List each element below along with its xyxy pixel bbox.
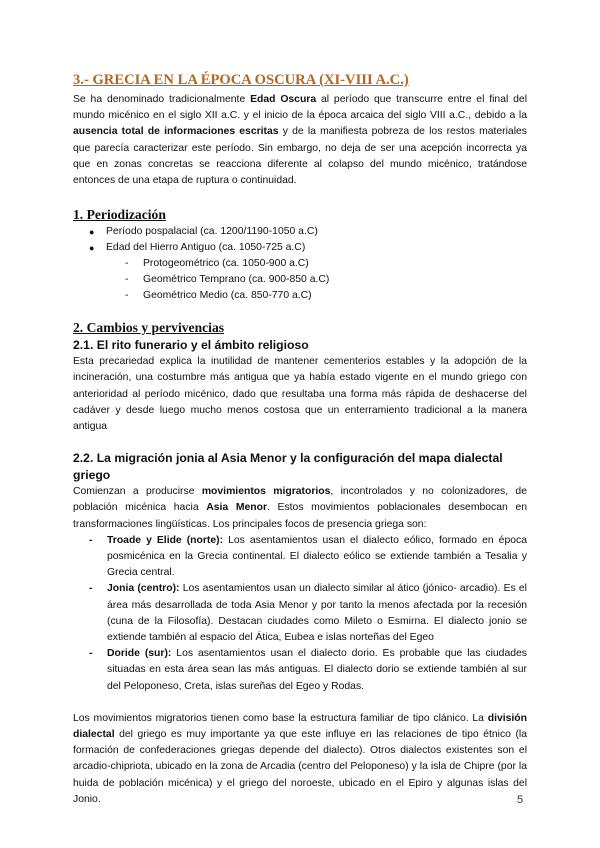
subsection-heading-rito: 2.1. El rito funerario y el ámbito religioso	[73, 338, 309, 353]
periodization-list	[73, 224, 527, 256]
periodization-subitem-label: Geométrico Medio (ca. 850-770 a.C)	[143, 290, 312, 302]
bullet-icon: ●	[89, 243, 95, 254]
section-heading-periodizacion: 1. Periodización	[73, 207, 166, 223]
periodization-subitem	[73, 256, 527, 272]
migracion-paragraph	[73, 484, 527, 533]
intro-text-2: al período que transcurre entre el final del mundo micénico en el siglo XII a.C. y el inicio de la época arcaica del siglo VIII a.C., debido a la	[73, 94, 528, 122]
periodization-subitem-label: Protogeométrico (ca. 1050-900 a.C)	[143, 258, 309, 270]
closing-bold-division: división dialectal	[73, 712, 527, 741]
intro-bold-ausencia: ausencia total de informaciones escritas	[73, 126, 279, 138]
intro-text-3: y de la manifiesta pobreza de los restos materiales que parecía caracterizar este período. Sin embargo, no deja de ser una acepción incorrecta ya que en zonas concretas se reacciona diferente al colapso del mundo micénico, tratándose entonces de una etapa de ruptura o continuidad.	[73, 126, 527, 187]
region-label: Doride (sur):	[107, 648, 172, 660]
periodization-subitem	[73, 272, 527, 288]
document-page	[73, 70, 527, 808]
region-label: Jonia (centro):	[107, 583, 180, 595]
intro-bold-edad-oscura: Edad Oscura	[250, 94, 317, 105]
subsection-heading-migracion: 2.2. La migración jonia al Asia Menor y la configuración del mapa dialectal griego	[73, 451, 503, 483]
region-item-troade	[73, 533, 527, 582]
dash-icon: -	[89, 583, 93, 595]
periodization-subitem-label: Geométrico Temprano (ca. 900-850 a.C)	[143, 274, 330, 286]
region-text: Los asentamientos usan el dialecto eólico, formado en época posmicénica en la Grecia continental. El dialecto eólico se extiende también a Tesalia y Grecia central.	[107, 534, 527, 579]
migracion-text-1: Comienzan a producirse	[73, 486, 202, 498]
closing-text-1: Los movimientos migratorios tienen como base la estructura familiar de tipo clánico. La	[73, 712, 488, 724]
periodization-subitem	[73, 288, 527, 304]
region-item-jonia	[73, 581, 527, 646]
intro-text-1: Se ha denominado tradicionalmente	[73, 94, 251, 105]
dash-icon: -	[125, 258, 129, 270]
regions-list	[73, 533, 527, 695]
region-label: Troade y Elide (norte):	[107, 534, 224, 546]
rito-paragraph: Esta precariedad explica la inutilidad de mantener cementerios estables y la adopción de la incineración, una costumbre más antigua que ya había estado vigente en el mundo griego con anterioridad al período micénico, dado que resultaba una forma más rápida de deshacerse del cadáver y desde luego mucho menos costosa que un enterramiento tradicional a la manera antigua	[73, 356, 527, 433]
dash-icon: -	[89, 648, 93, 660]
periodization-item-label: Edad del Hierro Antiguo (ca. 1050-725 a.C)	[106, 242, 306, 254]
region-text: Los asentamientos usan el dialecto dorio. Es probable que las ciudades situadas en esta área sean las más antiguas. El dialecto dorio se extiende también al sur del Peloponeso, Creta, islas sureñas del Egeo y Rodas.	[107, 648, 527, 692]
page-number: 5	[517, 794, 524, 806]
dash-icon: -	[125, 290, 129, 302]
section-heading-cambios: 2. Cambios y pervivencias	[73, 320, 225, 336]
region-item-doride	[73, 646, 527, 695]
closing-text-2: del griego es muy importante ya que este influye en las relaciones de tipo étnico (la formación de confederaciones griegas depende del dialecto). Otros dialectos existentes son el arcadio-chipriota, ubicado en la zona de Arcadia (centro del Peloponeso) y la isla de Chipre (por la huida de población micénica) y el griego del noroeste, ubicado en el Epiro y algunas islas del Jonio.	[73, 729, 527, 805]
region-text: Los asentamientos usan un dialecto similar al ático (jónico- arcadio). Es el área más desarrollada de toda Asia Menor y por tanto la menos afectada por la recesión (cuna de la Filosofía). Destacan ciudades como Mileto o Esmirna. El dialecto jonio se extiende también al espacio del Ática, Eubea e islas norteñas del Egeo	[107, 583, 527, 644]
migracion-text-2: , incontrolados y no colonizadores, de población micénica hacia	[73, 486, 527, 514]
migracion-bold-asia-menor: Asia Menor	[206, 502, 268, 514]
dash-icon: -	[125, 274, 129, 286]
migracion-text-3: . Estos movimientos poblacionales desembocan en transformaciones lingüísticas. Los principales focos de presencia griega son:	[73, 502, 527, 530]
periodization-sublist	[73, 256, 527, 304]
page-title: 3.- GRECIA EN LA ÉPOCA OSCURA (XI-VIII A.C.)	[73, 72, 409, 88]
periodization-item-label: Período pospalacial (ca. 1200/1190-1050 a.C)	[106, 226, 318, 238]
bullet-icon: ●	[89, 227, 95, 238]
migracion-bold-movimientos: movimientos migratorios	[201, 486, 331, 498]
closing-paragraph	[73, 711, 527, 808]
periodization-item	[73, 224, 527, 240]
dash-icon: -	[89, 534, 93, 546]
intro-paragraph	[73, 92, 527, 189]
periodization-item	[73, 240, 527, 256]
